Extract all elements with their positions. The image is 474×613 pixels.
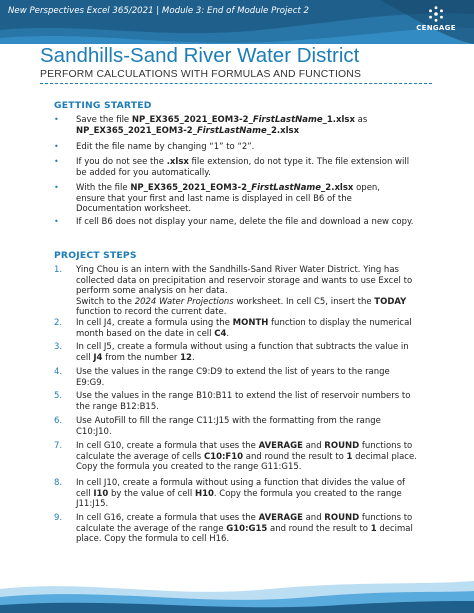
text-run: month based on the date in cell [76,328,215,339]
text-run: FirstLastName [251,183,322,193]
text-run: and [302,441,325,451]
text-run: decimal place. [352,451,417,462]
step-number: 3. [54,342,63,352]
text-line [76,489,414,500]
text-run: perform some analysis on her data. [76,286,228,297]
text-run: FirstLastName [252,115,323,125]
bullet-icon: • [54,157,59,166]
project-step-item [54,478,414,510]
text-line [76,462,414,473]
text-line [76,276,414,287]
text-run: the range B12:B15. [76,401,159,412]
project-step-item-text [76,342,414,363]
text-line [76,329,414,340]
text-run: Switch to the [76,296,135,307]
step-number: 6. [54,416,63,426]
cengage-logo [408,5,464,37]
step-number: 1. [54,265,63,275]
text-run: be added for you automatically. [76,167,211,178]
text-run: Copy the formula you created to the range G11:G15. [76,462,302,473]
text-run: decimal [376,523,413,534]
text-run: _1.xlsx [322,115,355,125]
cengage-logo-icon [427,5,445,23]
step-number: 4. [54,367,63,377]
getting-started-item [54,157,414,178]
text-run: . Copy the formula you created to the range [213,488,402,499]
project-step-item [54,391,414,412]
text-run: E9:G9. [76,377,105,388]
text-line [76,478,414,489]
text-run: function to display the numerical [268,318,412,328]
cengage-logo-text: CENGAGE [416,24,456,32]
text-run: Use the values in the range B10:B11 to extend the list of reservoir numbers to [76,391,411,401]
text-run: C10:J10. [76,426,112,437]
text-run: 2024 Water Projections [134,296,234,307]
getting-started-item-text [76,142,414,153]
text-run: ROUND [324,513,360,523]
text-run: In cell J5, create a formula without using a function that subtracts the value in [76,342,409,352]
text-run: G10:G15 [226,523,268,534]
text-run: J11:J15. [76,499,109,510]
text-run: In cell G16, create a formula that uses the [76,513,259,523]
step-number: 5. [54,391,63,401]
text-run: 1 [370,523,377,534]
text-run: collected data on precipitation and reservoir storage and wants to use Excel to [76,275,413,286]
project-step-item-text [76,318,414,339]
text-line [76,451,417,463]
text-line [76,115,414,126]
text-run: . [226,328,230,339]
text-run: ROUND [324,441,360,451]
text-run: file extension, do not type it. The file extension will [188,157,410,167]
text-run: MONTH [232,318,269,328]
text-run: In cell J10, create a formula without using a function that divides the value of [76,478,406,488]
text-line [76,342,414,353]
text-run: AVERAGE [258,441,303,451]
text-run: _2.xlsx [321,183,354,193]
text-line [76,194,414,205]
text-line [76,157,414,168]
text-line [76,183,414,194]
text-line [76,499,414,510]
text-run: Use AutoFill to fill the range C11:J15 with the formatting from the range [76,416,381,426]
text-run: worksheet. In cell C5, insert the [233,296,375,307]
text-line [76,318,414,329]
text-run: function to record the current date. [76,307,227,318]
text-run: Save the file [76,115,132,125]
getting-started-item [54,183,414,215]
bullet-icon: • [54,183,59,192]
text-run: With the file [76,183,131,193]
project-step-item [54,441,417,473]
text-run: TODAY [374,296,407,307]
project-step-item-text [76,391,414,412]
text-run: calculate the average of the range [76,523,227,534]
text-run: functions to [359,513,413,523]
bullet-icon: • [54,115,59,124]
text-run: . [191,352,195,363]
text-line [76,204,414,215]
text-run: .xlsx [166,157,189,167]
text-line [76,168,414,179]
getting-started-heading: GETTING STARTED [54,100,152,111]
text-run: and round the result to [243,451,347,462]
project-step-item [54,342,414,363]
text-run: open, [353,183,381,193]
getting-started-item-text [76,217,414,228]
document-subtitle: PERFORM CALCULATIONS WITH FORMULAS AND FUNCTIONS [40,69,362,80]
project-step-item [54,416,414,437]
text-run: Use the values in the range C9:D9 to extend the list of years to the range [76,367,390,377]
text-run: from the number [102,352,181,363]
text-line [76,391,414,402]
text-line [76,524,414,535]
text-line [76,534,414,545]
text-run: In cell G10, create a formula that uses the [76,441,259,451]
text-run: If cell B6 does not display your name, delete the file and download a new copy. [76,217,414,227]
text-run: by the value of cell [108,488,195,499]
getting-started-item-text [76,183,414,215]
project-step-item-text [76,416,414,437]
text-line [76,265,414,276]
text-line [76,513,414,524]
text-run: calculate the average of cells [76,451,204,462]
getting-started-item [54,115,414,136]
project-step-item-text [76,478,414,510]
text-line [76,142,414,153]
text-run: Edit the file name by changing “1” to “2”. [76,142,255,152]
text-run: In cell J4, create a formula using the [76,318,233,328]
text-run: C4 [214,328,227,339]
text-line [76,378,414,389]
title-divider [40,83,432,84]
text-run: as [354,115,368,125]
project-step-item [54,265,414,318]
text-run: H10 [194,488,214,499]
text-run: _2.xlsx [266,125,300,136]
text-line [76,367,414,378]
text-run: ensure that your first and last name is displayed in cell B6 of the [76,193,352,204]
text-run: cell [76,352,94,363]
getting-started-item [54,217,414,228]
step-number: 9. [54,513,63,523]
project-step-item [54,318,414,339]
getting-started-item [54,142,414,153]
getting-started-item-text [76,115,414,136]
text-run: 12 [180,352,192,363]
project-step-item-text [76,513,414,545]
text-run: place. Copy the formula to cell H16. [76,534,230,545]
header-bar [0,0,474,44]
text-run: FirstLastName [196,125,267,136]
text-run: cell [76,488,94,499]
text-line [76,126,414,137]
text-run: J4 [93,352,103,363]
project-step-item-text [76,265,414,318]
module-header-text: New Perspectives Excel 365/2021 | Module 3: End of Module Project 2 [8,6,310,16]
step-number: 2. [54,318,63,328]
text-run: functions to [359,441,413,451]
text-run: NP_EX365_2021_EOM3-2_ [131,115,253,125]
text-run: If you do not see the [76,157,167,167]
text-run: I10 [93,488,109,499]
bullet-icon: • [54,217,59,226]
project-step-item [54,367,414,388]
text-run: AVERAGE [258,513,303,523]
text-run: and [302,513,325,523]
text-line [76,441,414,452]
text-line [76,307,414,318]
text-line [76,427,414,438]
text-run: Documentation worksheet. [76,204,192,215]
text-line [76,416,414,427]
text-run: NP_EX365_2021_EOM3-2_ [130,183,252,193]
getting-started-item-text [76,157,414,178]
text-run: NP_EX365_2021_EOM3-2_ [76,125,197,136]
project-step-item-text [76,367,414,388]
text-run: 1 [346,451,353,462]
project-steps-heading: PROJECT STEPS [54,250,137,261]
text-line [76,353,414,364]
text-line [76,402,414,413]
text-run: Ying Chou is an intern with the Sandhills-Sand River Water District. Ying has [76,265,399,275]
footer-wave-graphic [0,575,474,613]
text-line [76,217,414,228]
step-number: 7. [54,441,63,451]
text-run: and round the result to [267,523,371,534]
step-number: 8. [54,478,63,488]
project-step-item-text [76,441,417,473]
bullet-icon: • [54,142,59,151]
text-run: C10:F10 [203,451,244,462]
document-title: Sandhills-Sand River Water District [40,44,360,67]
text-line [76,297,414,308]
text-line [76,286,414,297]
project-step-item [54,513,414,545]
